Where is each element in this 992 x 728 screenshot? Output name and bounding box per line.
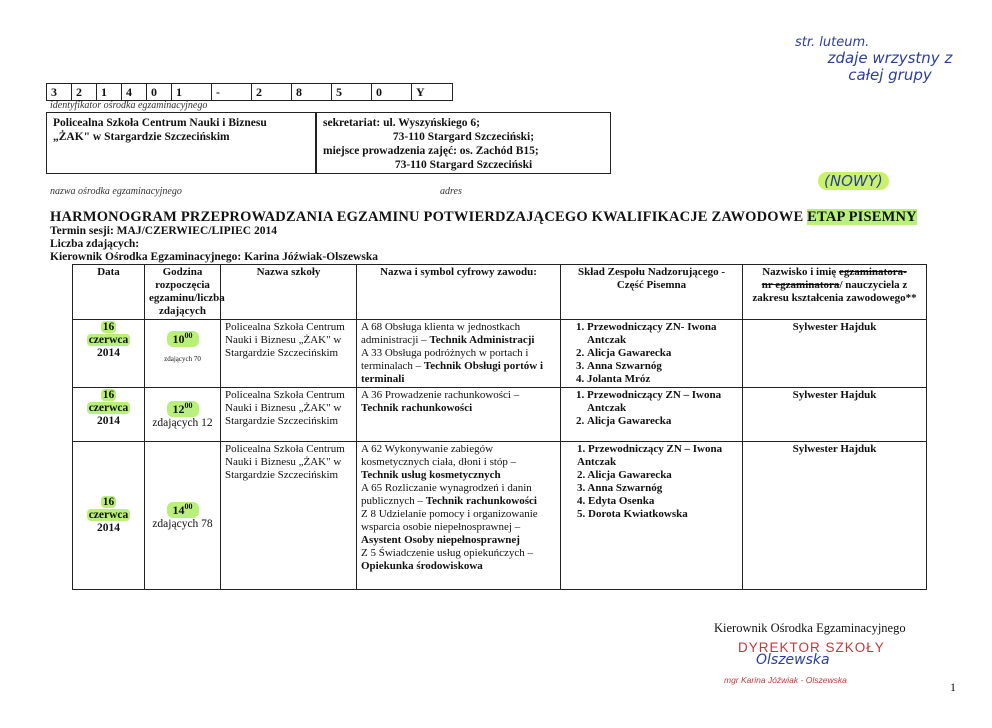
id-cell: 2: [72, 84, 97, 100]
occupation-title: Technik Obsługi portów i terminali: [361, 360, 544, 385]
title-main: HARMONOGRAM PRZEPROWADZANIA EGZAMINU POTWIERDZAJĄCEGO KWALIFIKACJE ZAWODOWE: [50, 209, 804, 225]
id-cell: 5: [332, 84, 372, 100]
schedule-table: [72, 264, 927, 590]
occupation-title: Technik rachunkowości: [361, 402, 473, 414]
committee-member: 1. Przewodniczący ZN- Iwona Antczak: [587, 321, 738, 347]
id-cell: 8: [292, 84, 332, 100]
start-minutes: 00: [184, 502, 193, 511]
start-minutes: 00: [184, 331, 193, 340]
occupation-text: A 68 Obsługa klienta w jednostkach administracji –: [361, 321, 521, 346]
committee-member: 2. Alicja Gawarecka: [587, 347, 738, 360]
id-cell: 0: [147, 84, 172, 100]
start-hour: 14: [172, 503, 185, 517]
occupation-title: Technik Administracji: [429, 334, 535, 346]
header-date: Data: [73, 265, 145, 320]
table-header-row: [73, 265, 927, 320]
date-day: 16: [102, 496, 115, 508]
committee-member: 3. Anna Szwarnóg: [587, 360, 738, 373]
school-cell: Policealna Szkoła Centrum Nauki i Biznesu „ŻAK" w Stargardzie Szczecińskim: [221, 388, 357, 442]
teacher-cell: Sylwester Hajduk: [743, 320, 927, 388]
candidate-count: zdających 12: [152, 417, 213, 429]
table-row: [73, 320, 927, 388]
date-cell: [73, 320, 145, 388]
date-year: 2014: [97, 522, 120, 534]
date-cell: [73, 388, 145, 442]
school-cell: Policealna Szkoła Centrum Nauki i Biznesu „ŻAK" w Stargardzie Szczecińskim: [221, 320, 357, 388]
start-time: [167, 401, 199, 417]
start-hour: 12: [172, 402, 185, 416]
committee-member: 1. Przewodniczący ZN – Iwona Antczak: [587, 389, 738, 415]
table-row: [73, 388, 927, 442]
header-time: Godzina rozpoczęcia egzaminu/liczba zdających: [145, 265, 221, 320]
teacher-cell: Sylwester Hajduk: [743, 442, 927, 590]
id-cell: Y: [416, 85, 425, 99]
session-line: [50, 225, 277, 237]
occupation-text: Z 8 Udzielanie pomocy i organizowanie wsparcia osobie niepełnosprawnej –: [361, 508, 538, 533]
candidate-count: zdających 70: [164, 355, 201, 363]
address-line: sekretariat: ul. Wyszyńskiego 6;: [323, 117, 480, 129]
handwritten-note: str. luteum.: [795, 35, 870, 50]
teacher-header-struck: nr egzaminatora: [761, 279, 840, 291]
table-row: [73, 442, 927, 590]
date-month: czerwca: [88, 509, 129, 521]
committee-cell: [561, 388, 743, 442]
centre-address-box: [316, 112, 611, 174]
committee-cell: [561, 320, 743, 388]
session-value: MAJ/CZERWIEC/LIPIEC 2014: [116, 225, 277, 237]
date-year: 2014: [97, 347, 120, 359]
header-occupation: Nazwa i symbol cyfrowy zawodu:: [357, 265, 561, 320]
count-line: Liczba zdających:: [50, 238, 140, 250]
teacher-header-pre: Nazwisko i imię: [762, 266, 837, 278]
centre-name-box: [46, 112, 316, 174]
id-cell: -: [212, 84, 252, 100]
occupation-text: A 62 Wykonywanie zabiegów kosmetycznych ciała, dłoni i stóp –: [361, 443, 517, 468]
header-teacher: [743, 265, 927, 320]
id-cell: 2: [252, 84, 292, 100]
committee-member: 1. Przewodniczący ZN – Iwona Antczak: [577, 443, 723, 468]
address-line: 73-110 Stargard Szczeciński;: [392, 131, 535, 143]
handwritten-signature: Olszewska: [756, 652, 830, 668]
date-day: 16: [102, 321, 115, 333]
time-cell: [145, 442, 221, 590]
handwritten-nowy-mark: (NOWY): [818, 172, 889, 190]
date-month: czerwca: [88, 334, 129, 346]
id-cell: 1: [97, 84, 122, 100]
occupation-title: Technik rachunkowości: [425, 495, 537, 507]
identifier-label: identyfikator ośrodka egzaminacyjnego: [50, 100, 208, 111]
session-label: Termin sesji:: [50, 225, 114, 237]
occupation-title: Opiekunka środowiskowa: [361, 560, 483, 572]
occupation-title: Asystent Osoby niepełnosprawnej: [361, 534, 520, 546]
teacher-header-post: / nauczyciela z zakresu kształcenia zawodowego**: [752, 279, 917, 304]
director-stamp: DYREKTOR SZKOŁY: [738, 640, 885, 655]
committee-member: 5. Dorota Kwiatkowska: [577, 508, 688, 520]
committee-member: 4. Jolanta Mróz: [587, 373, 738, 386]
stamp-name: mgr Karina Jóźwiak - Olszewska: [724, 675, 847, 685]
id-cell: 1: [172, 84, 212, 100]
start-minutes: 00: [184, 401, 193, 410]
address-line: miejsce prowadzenia zajęć: os. Zachód B15;: [323, 145, 539, 157]
school-cell: Policealna Szkoła Centrum Nauki i Biznesu „ŻAK" w Stargardzie Szczecińskim: [221, 442, 357, 590]
head-label: Kierownik Ośrodka Egzaminacyjnego:: [50, 251, 242, 263]
occupation-cell: [357, 320, 561, 388]
centre-name-label: nazwa ośrodka egzaminacyjnego: [50, 186, 182, 197]
committee-cell: [561, 442, 743, 590]
start-hour: 10: [172, 332, 185, 346]
document-title: [50, 209, 940, 226]
id-cell: 4: [122, 84, 147, 100]
centre-name-line: „ŻAK" w Stargardzie Szczecińskim: [53, 131, 230, 143]
time-cell: [145, 388, 221, 442]
exam-centre-identifier: [46, 83, 453, 101]
signature-role: Kierownik Ośrodka Egzaminacyjnego: [714, 621, 906, 635]
occupation-cell: [357, 388, 561, 442]
start-time: [167, 331, 199, 347]
header-committee: Skład Zespołu Nadzorującego - Część Pisemna: [561, 265, 743, 320]
committee-member: 3. Anna Szwarnóg: [577, 482, 663, 494]
handwritten-note: zdaje wrzystny z całej grupy: [827, 49, 953, 84]
time-cell: [145, 320, 221, 388]
title-stage-highlight: ETAP PISEMNY: [807, 209, 917, 225]
candidate-count: zdających 78: [152, 518, 213, 530]
occupation-cell: [357, 442, 561, 590]
head-value: Karina Jóźwiak-Olszewska: [244, 251, 378, 263]
teacher-header-struck: egzaminatora-: [838, 266, 907, 278]
address-label: adres: [440, 186, 462, 197]
page-number: 1: [950, 680, 956, 694]
occupation-text: A 33 Obsługa podróżnych w portach i terminalach –: [361, 347, 529, 372]
committee-member: 4. Edyta Osenka: [577, 495, 655, 507]
address-line: 73-110 Stargard Szczeciński: [394, 159, 533, 171]
start-time: [167, 502, 199, 518]
date-year: 2014: [97, 415, 120, 427]
head-line: [50, 251, 378, 263]
header-school: Nazwa szkoły: [221, 265, 357, 320]
teacher-cell: Sylwester Hajduk: [743, 388, 927, 442]
centre-name-line: Policealna Szkoła Centrum Nauki i Biznesu: [53, 117, 267, 129]
committee-member: 2. Alicja Gawarecka: [587, 415, 738, 428]
date-cell: [73, 442, 145, 590]
date-month: czerwca: [88, 402, 129, 414]
occupation-text: A 36 Prowadzenie rachunkowości –: [361, 389, 520, 401]
committee-member: 2. Alicja Gawarecka: [577, 469, 672, 481]
occupation-title: Technik usług kosmetycznych: [361, 469, 501, 481]
date-day: 16: [102, 389, 115, 401]
id-cell: 3: [47, 84, 72, 100]
id-cell: 0: [372, 84, 412, 100]
occupation-text: Z 5 Świadczenie usług opiekuńczych –: [361, 547, 533, 559]
occupation-text: A 65 Rozliczanie wynagrodzeń i danin publicznych –: [361, 482, 532, 507]
